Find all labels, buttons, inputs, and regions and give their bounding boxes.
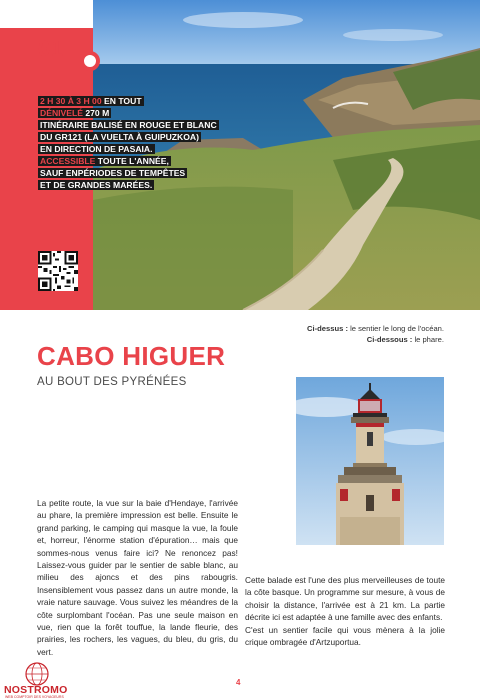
chapter-line [30,62,86,66]
article-column-2 [245,574,445,648]
logo-tagline: WEB COMPTOIR DES VOYAGEURS [5,695,64,699]
article-column-1 [37,497,238,658]
access-label: ACCESSIBLE [40,156,96,166]
nostromo-logo[interactable] [0,660,74,700]
article-paragraph: La petite route, la vue sur la baie d'Hendaye, l'arrivée au phare, la première impression est belle. Ensuite le grand parking, le camping qui masque la vue, la foule et, horreur, l'énorme station d'épuration… mais que sommes-nous venus faire ici? Ne renoncez pas! Laissez-vous guider par le sentier de sable blanc, au milieu des ajoncs et des pins rabougris. Insensiblement vous passez dans un autre monde, la vraie nature sauvage. Vous suivez les méandres de la côte surplombant l'océan. Pas une seule maison en vue, rien que la forêt touffue, la lande fleurie, des prairies, les rochers, les vagues, du bleu, du gris, du vert. [37,498,238,657]
route-line-3: EN DIRECTION DE PASAIA. [40,144,153,154]
page-number: 4 [236,678,241,687]
caption-above-label: Ci-dessus : [307,324,348,333]
logo-name: NOSTROMO [4,684,68,696]
elevation-label: DÉNIVELÉ [40,108,83,118]
band-top [0,0,93,28]
qr-code[interactable] [38,251,78,291]
chapter-circle [80,51,100,71]
photo-captions [307,323,444,345]
access-line-3: ET DE GRANDES MARÉES. [40,180,153,190]
caption-below-text: le phare. [412,335,444,344]
hike-info-box [38,95,238,191]
duration-suffix: EN TOUT [101,96,142,106]
article-title: CABO HIGUER [37,341,226,371]
duration-value: 2 H 30 À 3 H 00 [40,96,102,106]
lighthouse-photo [296,377,444,545]
chapter-number: 01 [38,36,64,61]
caption-below-label: Ci-dessous : [366,335,413,344]
article-paragraph-2b: C'est un sentier facile qui vous mènera à la jolie crique ombragée d'Artzuportua. [245,624,445,648]
elevation-value: 270 M [82,108,110,118]
caption-above-text: le sentier le long de l'océan. [347,324,444,333]
access-value: TOUTE L'ANNÉE, [95,156,169,166]
article-subtitle: AU BOUT DES PYRÉNÉES [37,376,187,388]
article-paragraph-2a: Cette balade est l'une des plus merveilleuses de toute la côte basque. Un programme sur mesure, à vous de choisir la distance, l'arrivée est à 21 km. La partie décrite ici est adaptée à une famille avec des enfants. [245,575,445,623]
route-line-2: DU GR121 (LA VUELTA À GUIPUZKOA) [40,132,199,142]
access-line-2: SAUF ENPÉRIODES DE TEMPÊTES [40,168,186,178]
route-line-1: ITINÉRAIRE BALISÉ EN ROUGE ET BLANC [40,120,217,130]
